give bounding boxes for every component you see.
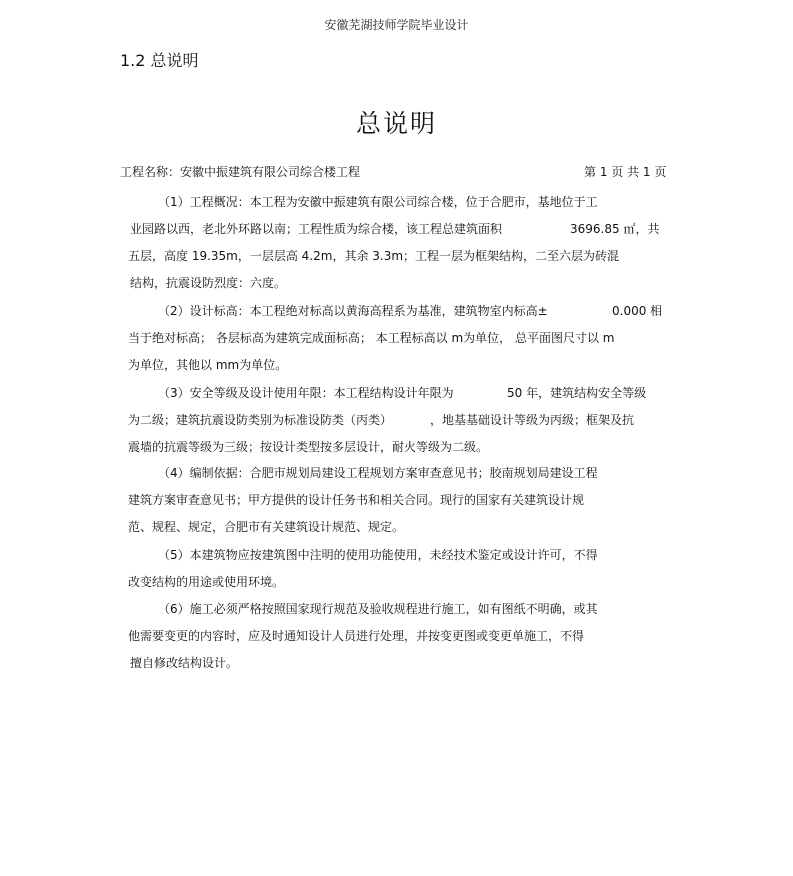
para3-line2b: ，地基基础设计等级为丙级；框架及抗 [430,413,635,427]
para2-line3: 为单位，其他以 mm为单位。 [128,358,288,372]
para3-line3: 震墙的抗震等级为三级；按设计类型按多层设计，耐火等级为二级。 [128,440,489,454]
para5-line2: 改变结构的用途或使用环境。 [128,575,285,589]
para1-line3: 五层，高度 19.35m，一层层高 4.2m，其余 3.3m；工程一层为框架结构，二至六层为砖混 [128,249,620,263]
para6-line3: 擅自修改结构设计。 [130,656,239,670]
para4-line3: 范、规程、规定，合肥市有关建筑设计规范、规定。 [128,520,405,534]
para2-line1b: 0.000 相 [612,304,663,318]
document-title: 总说明 [355,109,437,138]
para1-line4: 结构，抗震设防烈度：六度。 [130,276,287,290]
para2-line1a: （2）设计标高：本工程绝对标高以黄海高程系为基准，建筑物室内标高± [158,304,548,318]
page-info: 第 1 页 共 1 页 [584,165,667,179]
page-header: 安徽芜湖技师学院毕业设计 [324,18,469,32]
para4-line2: 建筑方案审查意见书；甲方提供的设计任务书和相关合同。现行的国家有关建筑设计规 [128,493,585,507]
para3-line1b: 50 年，建筑结构安全等级 [507,386,647,400]
para2-line2: 当于绝对标高； 各层标高为建筑完成面标高； 本工程标高以 m为单位， 总平面图尺寸以 m [128,331,615,345]
para1-line1: （1）工程概况：本工程为安徽中振建筑有限公司综合楼，位于合肥市，基地位于工 [158,195,598,209]
para6-line1: （6）施工必须严格按照国家现行规范及验收规程进行施工，如有图纸不明确，或其 [158,602,598,616]
section-title: 1.2 总说明 [120,51,199,70]
para4-line1: （4）编制依据：合肥市规划局建设工程规划方案审查意见书；胶南规划局建设工程 [158,466,598,480]
para3-line1a: （3）安全等级及设计使用年限：本工程结构设计年限为 [158,386,454,400]
para3-line2a: 为二级；建筑抗震设防类别为标准设防类（丙类） [128,413,393,427]
para1-line2b: 3696.85 ㎡，共 [570,222,660,236]
project-name: 工程名称：安徽中振建筑有限公司综合楼工程 [120,165,361,179]
para6-line2: 他需要变更的内容时，应及时通知设计人员进行处理，并按变更图或变更单施工，不得 [128,629,585,643]
para1-line2a: 业园路以西，老北外环路以南；工程性质为综合楼，该工程总建筑面积 [130,222,503,236]
para5-line1: （5）本建筑物应按建筑图中注明的使用功能使用，未经技术鉴定或设计许可，不得 [158,548,598,562]
